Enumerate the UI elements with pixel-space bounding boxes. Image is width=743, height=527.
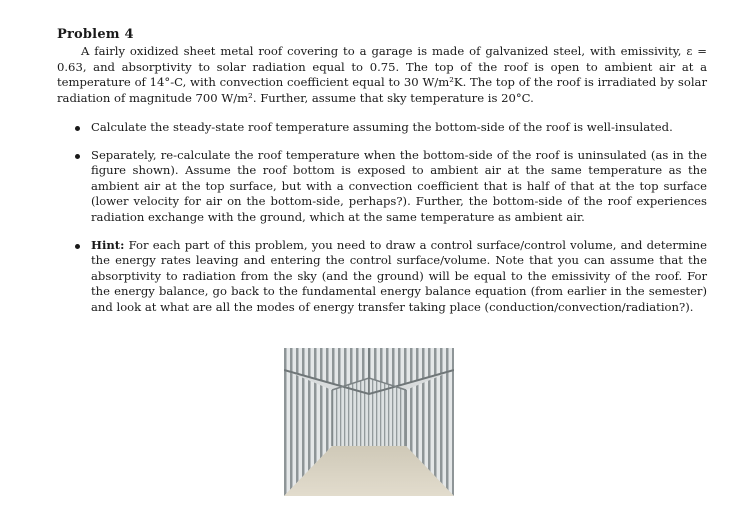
hint-item — [75, 238, 707, 316]
task-item-uninsulated — [75, 148, 707, 226]
hint-label: Hint: — [91, 237, 125, 252]
task-list — [75, 120, 707, 316]
problem-statement: A fairly oxidized sheet metal roof covering to a garage is made of galvanized steel, with emissivity, ε = 0.63, and absorptivity to solar radiation equal to 0.75. The top of the roof is open to ambient air at a temperature of 14°-C, with convection coefficient equal to 30 W/m²K. The top of the roof is irradiated by solar radiation of magnitude 700 W/m². Further, assume that sky temperature is 20°C. — [57, 44, 707, 105]
bullet-icon — [75, 244, 80, 249]
bullet-icon — [75, 154, 80, 159]
bullet-icon — [75, 126, 80, 131]
task-text: Calculate the steady-state roof temperature assuming the bottom-side of the roof is well-insulated. — [91, 120, 673, 134]
task-item-insulated — [75, 120, 707, 136]
task-text: Separately, re-calculate the roof temperature when the bottom-side of the roof is uninsulated (as in the figure shown). Assume the roof bottom is exposed to ambient air at the same temperature as the ambient air at the top surface, but with a convection coefficient that is half of that at the top surface (lower velocity for air on the bottom-side, perhaps?). Further, the bottom-side of the roof experiences radiation exchange with the ground, which at the same temperature as ambient air. — [91, 147, 707, 224]
garage-interior-image — [284, 348, 454, 496]
garage-interior-illustration — [284, 348, 454, 496]
hint-text: For each part of this problem, you need to draw a control surface/control volume, and determine the energy rates leaving and entering the control surface/volume. Note that you can assume that the absorptivity to radiation from the sky (and the ground) will be equal to the emissivity of the roof. For the energy balance, go back to the fundamental energy balance equation (from earlier in the semester) and look at what are all the modes of energy transfer taking place (conduction/convection/radiation?). — [91, 237, 707, 314]
problem-title: Problem 4 — [57, 27, 134, 42]
